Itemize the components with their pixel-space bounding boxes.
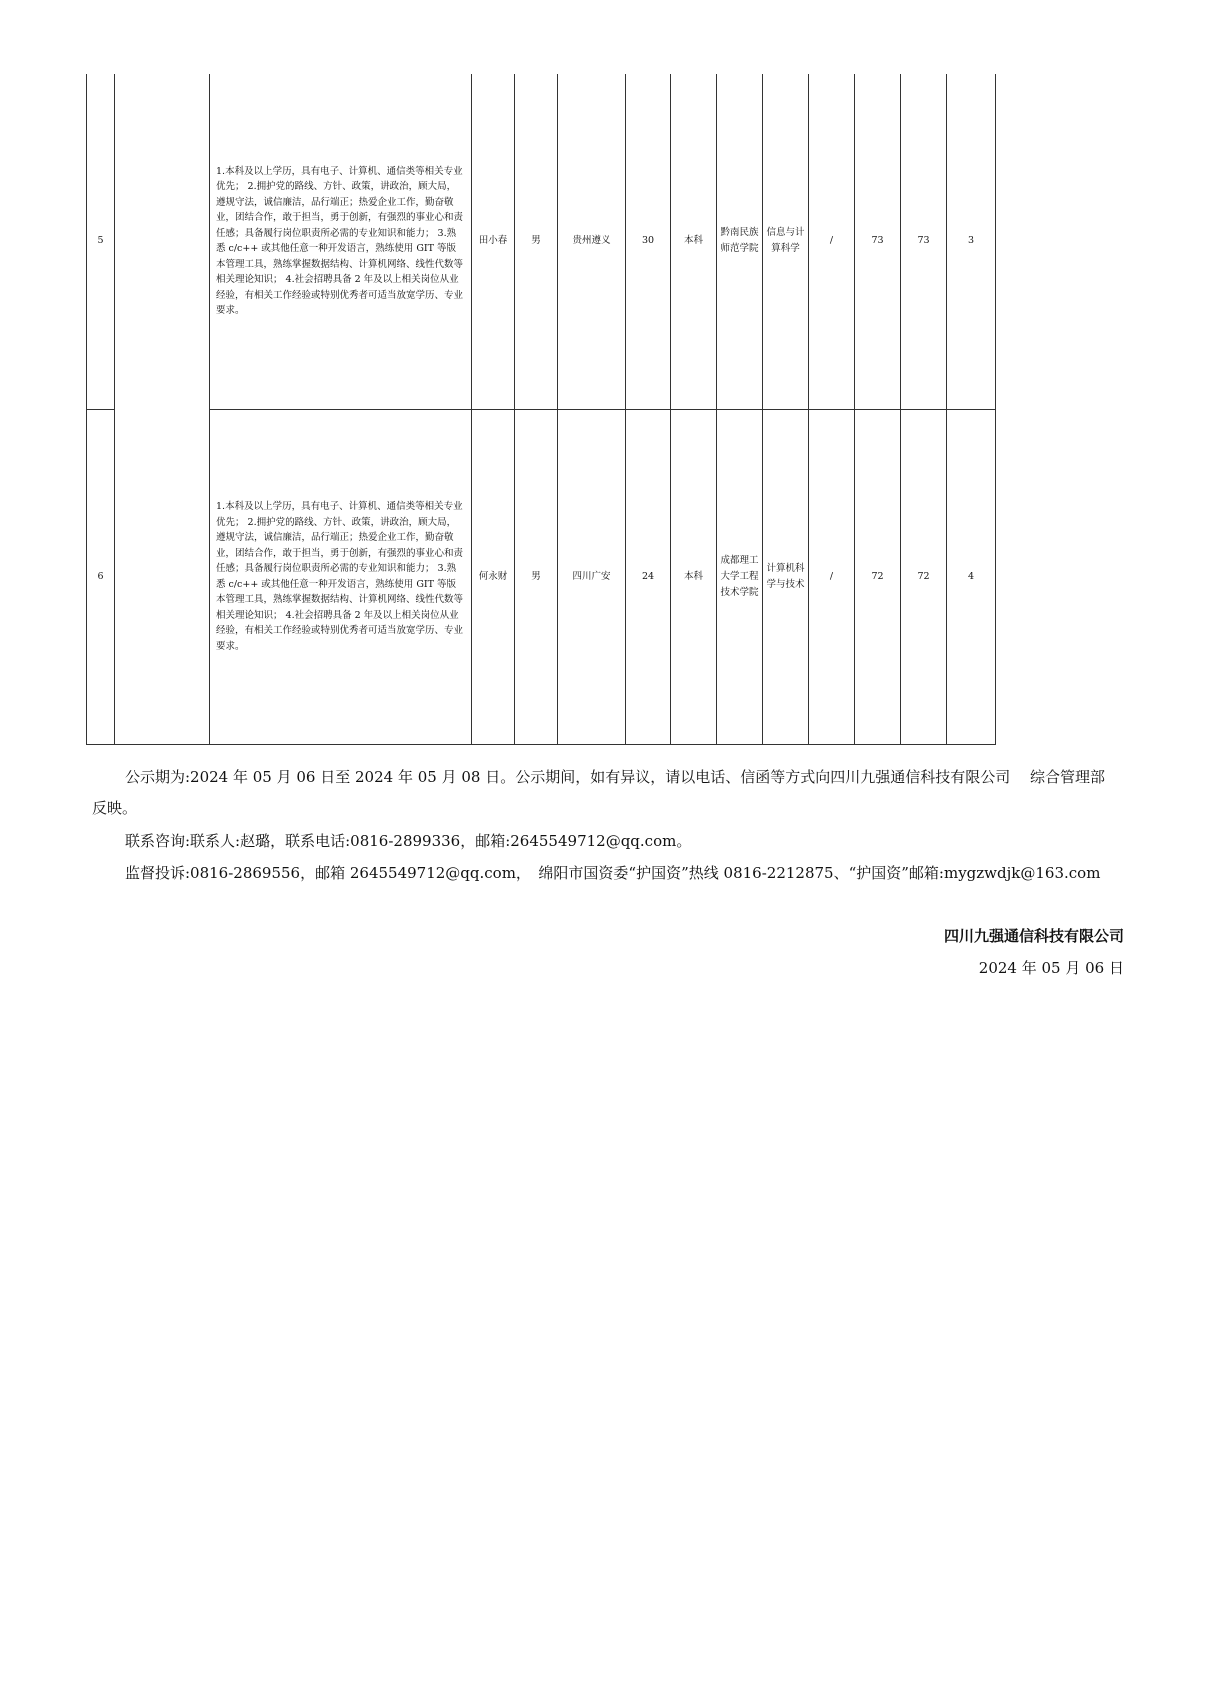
job-requirements: 1.本科及以上学历，具有电子、计算机、通信类等相关专业优先； 2.拥护党的路线、方针、政策，讲政治，顾大局，遵规守法，诚信廉洁，品行端正；热爱企业工作，勤奋敬业，团结合作，敢于担当，勇于创新，有强烈的事业心和责任感；具备履行岗位职责所必需的专业知识和能力； 3.熟悉 c/c++ 或其他任意一种开发语言，熟练使用 GIT 等版本管理工具，熟练掌握数据结构、计算机网络、线性代数等相关理论知识； 4.社会招聘具备 2 年及以上相关岗位从业经验，有相关工作经验或特别优秀者可适当放宽学历、专业要求。: [210, 74, 472, 409]
table-row: [87, 74, 996, 409]
row-number: 5: [87, 74, 115, 409]
candidate-major: 计算机科学与技术: [763, 409, 809, 744]
candidates-table: [86, 74, 996, 745]
extra-field: /: [809, 409, 855, 744]
candidate-education: 本科: [671, 409, 717, 744]
job-requirements: 1.本科及以上学历，具有电子、计算机、通信类等相关专业优先； 2.拥护党的路线、方针、政策，讲政治，顾大局，遵规守法，诚信廉洁，品行端正；热爱企业工作，勤奋敬业，团结合作，敢于担当，勇于创新，有强烈的事业心和责任感；具备履行岗位职责所必需的专业知识和能力； 3.熟悉 c/c++ 或其他任意一种开发语言，熟练使用 GIT 等版本管理工具，熟练掌握数据结构、计算机网络、线性代数等相关理论知识； 4.社会招聘具备 2 年及以上相关岗位从业经验，有相关工作经验或特别优秀者可适当放宽学历、专业要求。: [210, 409, 472, 744]
candidate-gender: 男: [515, 74, 558, 409]
rank: 3: [947, 74, 996, 409]
score-2: 73: [901, 74, 947, 409]
candidate-name: 田小春: [472, 74, 515, 409]
candidate-gender: 男: [515, 409, 558, 744]
candidate-school: 黔南民族师范学院: [717, 74, 763, 409]
contact-info: 联系咨询:联系人:赵璐，联系电话:0816-2899336，邮箱:2645549712@qq.com。: [125, 832, 692, 850]
candidate-origin: 四川广安: [558, 409, 626, 744]
complaint-info: 监督投诉:0816-2869556，邮箱 2645549712@qq.com， 绵阳市国资委“护国资”热线 0816-2212875、“护国资”邮箱:mygzwdjk@163.com: [125, 864, 1101, 882]
candidate-school: 成都理工大学工程技术学院: [717, 409, 763, 744]
table-row: [87, 409, 996, 744]
signature-date: 2024 年 05 月 06 日: [978, 959, 1124, 977]
candidate-age: 24: [626, 409, 671, 744]
notice-period-line1: 公示期为:2024 年 05 月 06 日至 2024 年 05 月 08 日。公示期间，如有异议，请以电话、信函等方式向四川九强通信科技有限公司 综合管理部: [125, 768, 1105, 786]
extra-field: /: [809, 74, 855, 409]
candidate-name: 何永财: [472, 409, 515, 744]
score-1: 72: [855, 409, 901, 744]
row-number: 6: [87, 409, 115, 744]
notice-period-line2: 反映。: [92, 799, 138, 817]
score-1: 73: [855, 74, 901, 409]
candidate-origin: 贵州遵义: [558, 74, 626, 409]
rank: 4: [947, 409, 996, 744]
signature-company: 四川九强通信科技有限公司: [943, 927, 1124, 945]
score-2: 72: [901, 409, 947, 744]
candidate-age: 30: [626, 74, 671, 409]
candidate-education: 本科: [671, 74, 717, 409]
candidate-major: 信息与计算科学: [763, 74, 809, 409]
position-cell: [115, 74, 210, 744]
